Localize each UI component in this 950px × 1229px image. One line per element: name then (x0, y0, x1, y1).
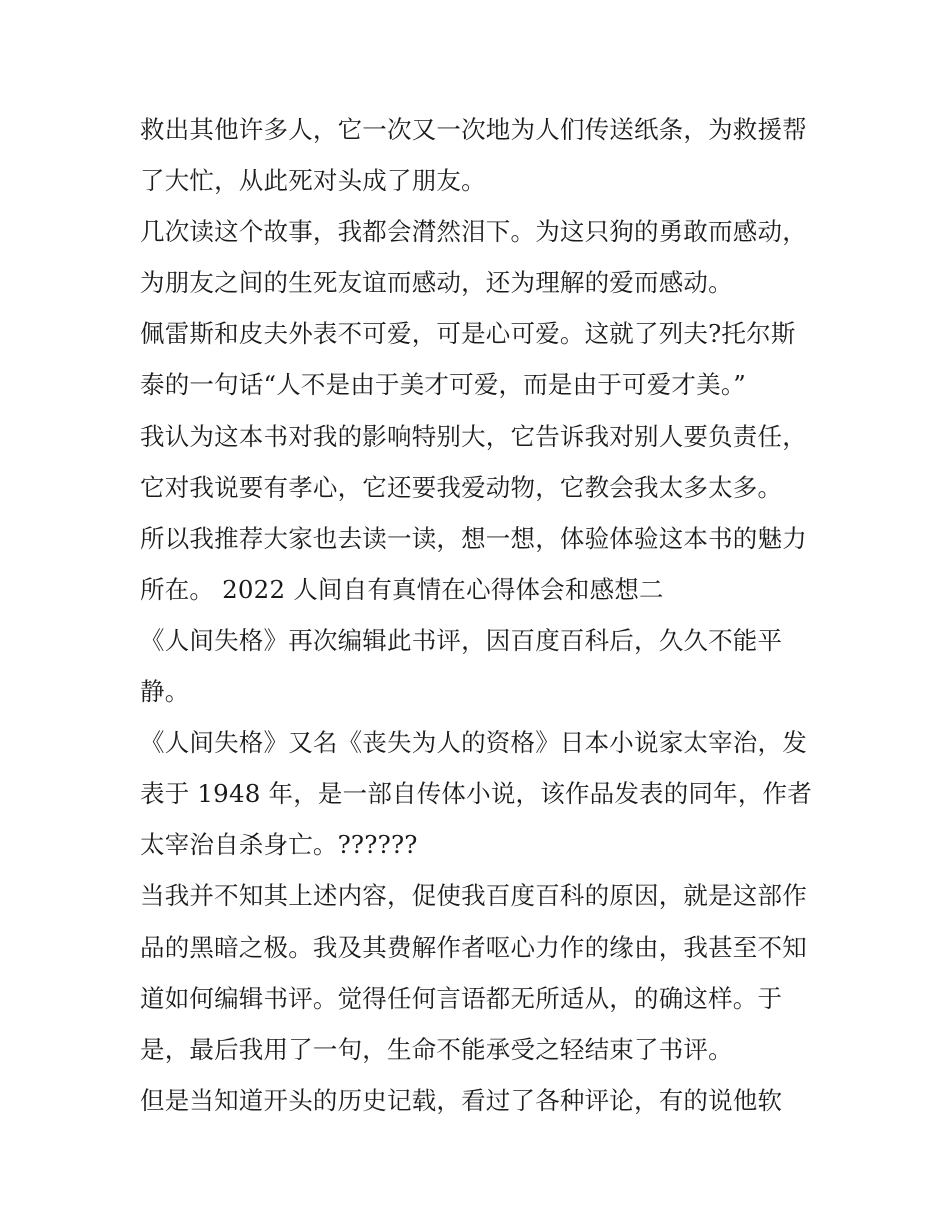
text-line: 佩雷斯和皮夫外表不可爱，可是心可爱。这就了列夫?托尔斯 (140, 319, 796, 349)
text-line: 但是当知道开头的历史记载，看过了各种评论，有的说他软 (140, 1085, 783, 1115)
text-line: 当我并不知其上述内容，促使我百度百科的原因，就是这部作 (140, 881, 807, 911)
text-line: 几次读这个故事，我都会潸然泪下。为这只狗的勇敢而感动， (140, 217, 807, 247)
text-line: 品的黑暗之极。我及其费解作者呕心力作的缘由，我甚至不知 (140, 932, 807, 962)
text-line: 太宰治自杀身亡。?????? (140, 830, 418, 860)
text-line: 为朋友之间的生死友谊而感动，还为理解的爱而感动。 (140, 268, 733, 298)
document-body (140, 104, 830, 1126)
text-line: 了大忙，从此死对头成了朋友。 (140, 166, 486, 196)
text-line: 所以我推荐大家也去读一读，想一想，体验体验这本书的魅力 (140, 523, 807, 553)
text-line: 《人间失格》又名《丧失为人的资格》日本小说家太宰治，发 (140, 728, 807, 758)
text-line: 我认为这本书对我的影响特别大，它告诉我对别人要负责任， (140, 421, 807, 451)
text-line: 它对我说要有孝心，它还要我爱动物，它教会我太多太多。 (140, 472, 783, 502)
text-line: 《人间失格》再次编辑此书评，因百度百科后，久久不能平 (140, 625, 783, 655)
text-line: 所在。 2022 人间自有真情在心得体会和感想二 (140, 574, 664, 604)
text-line: 是，最后我用了一句，生命不能承受之轻结束了书评。 (140, 1034, 733, 1064)
text-line: 表于 1948 年，是一部自传体小说，该作品发表的同年，作者 (140, 779, 812, 809)
text-line: 静。 (140, 677, 190, 707)
text-line: 救出其他许多人，它一次又一次地为人们传送纸条，为救援帮 (140, 115, 807, 144)
text-line: 道如何编辑书评。觉得任何言语都无所适从，的确这样。于 (140, 983, 783, 1013)
text-line: 泰的一句话“人不是由于美才可爱，而是由于可爱才美。” (140, 370, 746, 400)
